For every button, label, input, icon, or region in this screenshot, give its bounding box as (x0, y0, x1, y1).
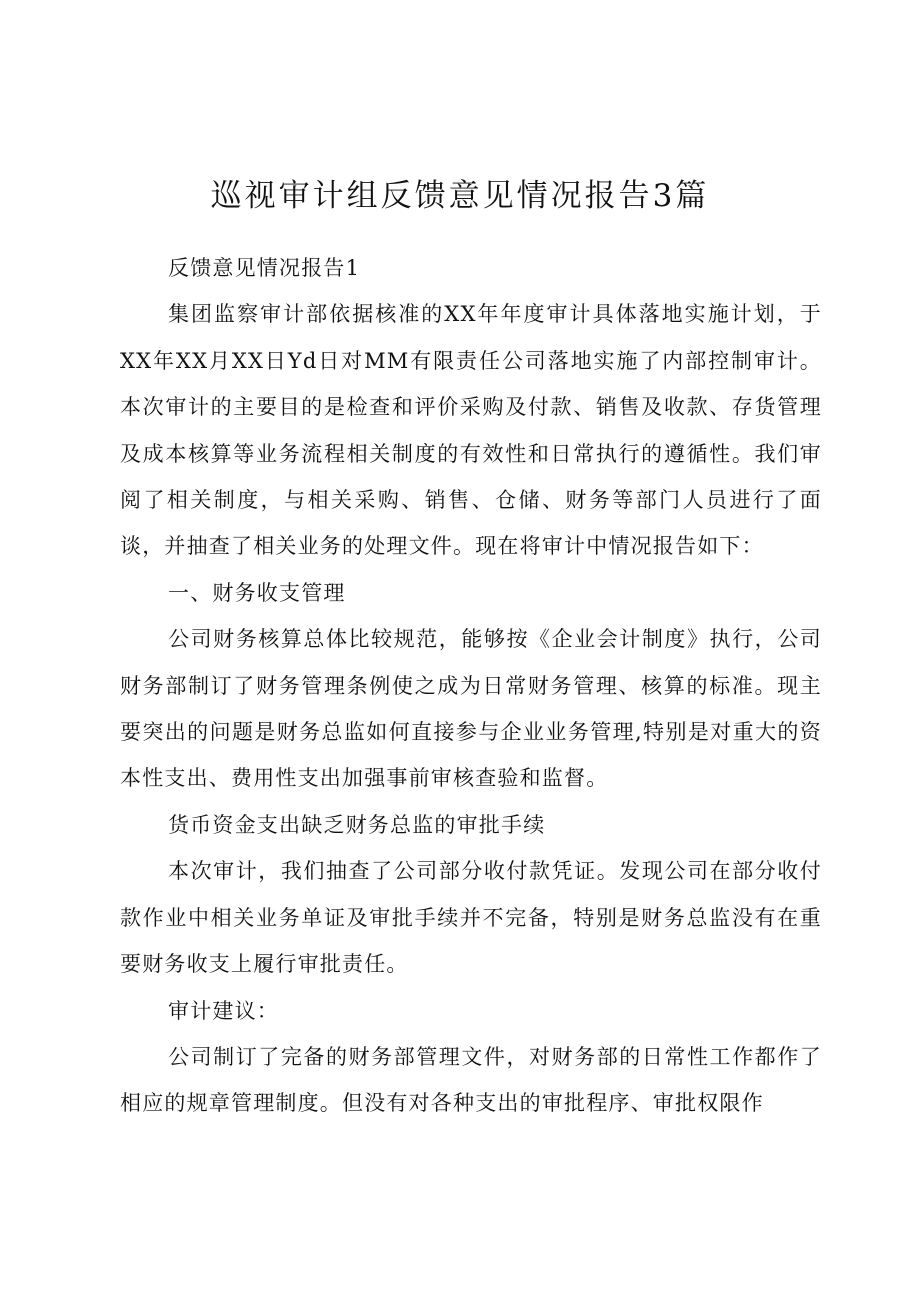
document-body (120, 245, 822, 1127)
subheading-approval: 货币资金支出缺乏财务总监的审批手续 (168, 812, 546, 837)
section-heading-report-1: 反馈意见情况报告1 (168, 256, 361, 280)
document-title: 巡视审计组反馈意见情况报告3篇 (210, 178, 710, 214)
finance-paragraph: 公司财务核算总体比较规范，能够按《企业会计制度》执行，公司财务部制订了财务管理条例使之成为日常财务管理、核算的标准。现主要突出的问题是财务总监如何直接参与企业业务管理,特别是对重大的资本性支出、费用性支出加强事前审核查验和监督。 (120, 627, 822, 791)
recommendation-paragraph: 公司制订了完备的财务部管理文件，对财务部的日常性工作都作了相应的规章管理制度。但没有对各种支出的审批程序、审批权限作 (120, 1044, 822, 1116)
intro-paragraph: 集团监察审计部依据核准的XX年年度审计具体落地实施计划，于XX年XX月XX日Yd日对MM有限责任公司落地实施了内部控制审计。本次审计的主要目的是检查和评价采购及付款、销售及收款、存货管理及成本核算等业务流程相关制度的有效性和日常执行的遵循性。我们审阅了相关制度，与相关采购、销售、仓储、财务等部门人员进行了面谈，并抽查了相关业务的处理文件。现在将审计中情况报告如下： (120, 302, 822, 559)
section-heading-finance: 一、财务收支管理 (168, 580, 346, 605)
approval-paragraph: 本次审计，我们抽查了公司部分收付款凭证。发现公司在部分收付款作业中相关业务单证及审批手续并不完备，特别是财务总监没有在重要财务收支上履行审批责任。 (120, 859, 822, 977)
subheading-recommendation: 审计建议： (168, 998, 279, 1023)
